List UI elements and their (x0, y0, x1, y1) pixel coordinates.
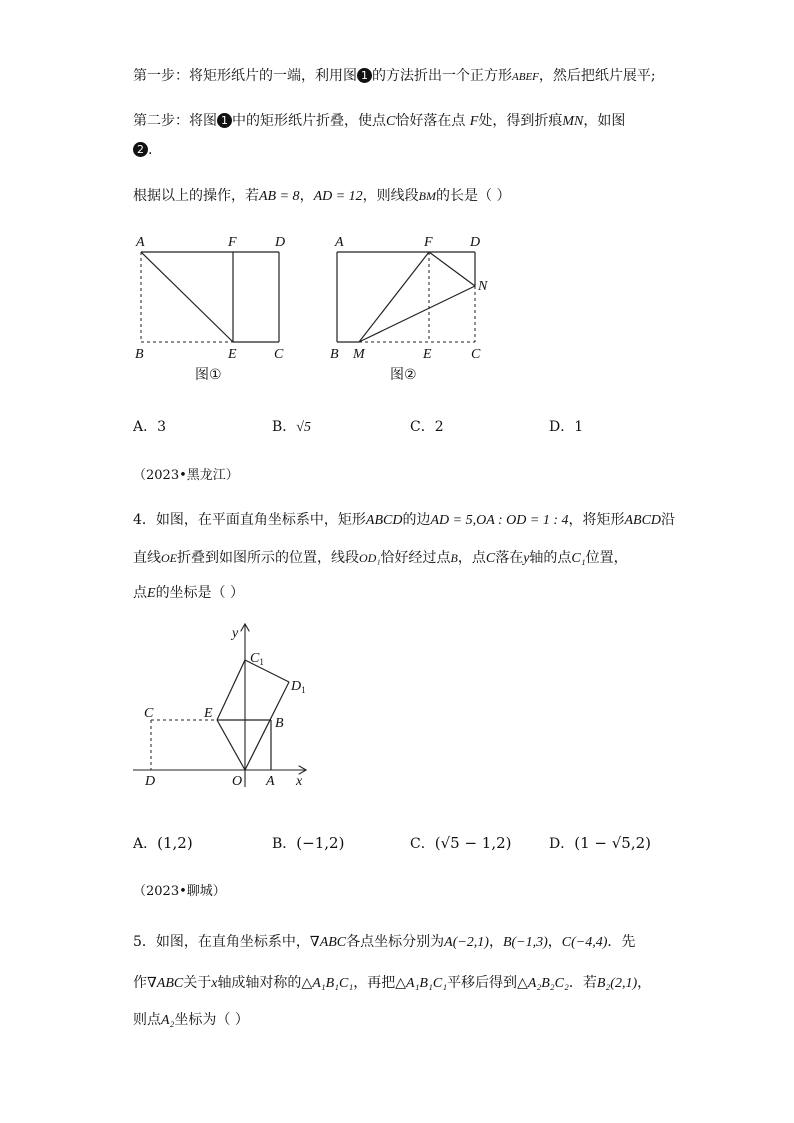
circled-number-1: 1 (357, 68, 372, 83)
label-n: N (478, 279, 488, 294)
label-y: y (232, 626, 239, 641)
q4-option-a[interactable]: A．(1,2) (133, 834, 193, 852)
q4-line1: 4．如图，在平面直角坐标系中，矩形ABCD的边AD = 5,OA : OD = 1 : 4，将矩形ABCD沿 (133, 512, 676, 528)
q3-step2: 第二步：将图 1 中的矩形纸片折叠，使点C恰好落在点 F处，得到折痕MN，如图 (133, 113, 626, 129)
q3-figure-2 (322, 228, 502, 388)
label-o: O (232, 774, 243, 789)
label-d1: $D_1$ (291, 679, 306, 695)
label-c: C (144, 706, 154, 721)
label-e: E (204, 706, 213, 721)
label-b: B (135, 347, 144, 362)
q4-line3: 点E的坐标是（ ） (133, 585, 245, 601)
q5-line1: 5．如图，在直角坐标系中，∇ABC各点坐标分别为A(−2,1)，B(−1,3)，C(−4,4)．先 (133, 934, 636, 950)
label-m: M (353, 347, 365, 362)
label-c: C (471, 347, 481, 362)
label-a: A (335, 235, 344, 250)
label-e: E (228, 347, 237, 362)
q3-option-c[interactable]: C．2 (410, 419, 444, 435)
q4-option-d[interactable]: D．(1 − √5,2) (549, 834, 651, 852)
source-tag: （2023•聊城） (133, 884, 226, 899)
fig2-caption: 图② (390, 367, 417, 383)
q3-figure-1 (125, 228, 300, 388)
label-c1: $C_1$ (250, 651, 264, 667)
q3-option-a[interactable]: A．3 (133, 419, 167, 435)
q5-line3: 则点A₂坐标为（ ） (133, 1012, 249, 1028)
label-d: D (275, 235, 286, 250)
source-tag: （2023•黑龙江） (133, 468, 239, 483)
q4-line2: 直线OE折叠到如图所示的位置，线段OD₁恰好经过点B，点C落在y轴的点C₁位置， (133, 550, 628, 566)
label-b: B (330, 347, 339, 362)
label-f: F (228, 235, 237, 250)
label-f: F (424, 235, 433, 250)
q4-option-b[interactable]: B．(−1,2) (272, 834, 345, 852)
fig1-caption: 图① (195, 367, 222, 383)
circled-number-2: 2 (133, 142, 148, 157)
label-c: C (274, 347, 284, 362)
q3-option-d[interactable]: D．1 (549, 419, 584, 435)
q5-line2: 作∇ABC关于x轴成轴对称的△A₁B₁C₁，再把△A₁B₁C₁平移后得到△A₂B₂C₂．若B₂(2,1)， (133, 975, 652, 991)
q3-question: 根据以上的操作，若AB = 8，AD = 12，则线段BM的长是（ ） (133, 188, 511, 204)
label-e: E (423, 347, 432, 362)
label-x: x (296, 774, 303, 789)
label-b: B (275, 716, 284, 731)
label-d: D (470, 235, 481, 250)
q3-step1: 第一步：将矩形纸片的一端，利用图 1 的方法折出一个正方形ABEF，然后把纸片展平; (133, 68, 656, 84)
label-a: A (266, 774, 275, 789)
q4-figure (125, 615, 325, 795)
circled-number-1: 1 (217, 113, 232, 128)
label-a: A (136, 235, 145, 250)
q4-option-c[interactable]: C．(√5 − 1,2) (410, 834, 512, 852)
q3-step2-cont: 2 . (133, 140, 152, 160)
q3-option-b[interactable]: B．√5 (272, 419, 311, 435)
label-d: D (145, 774, 156, 789)
